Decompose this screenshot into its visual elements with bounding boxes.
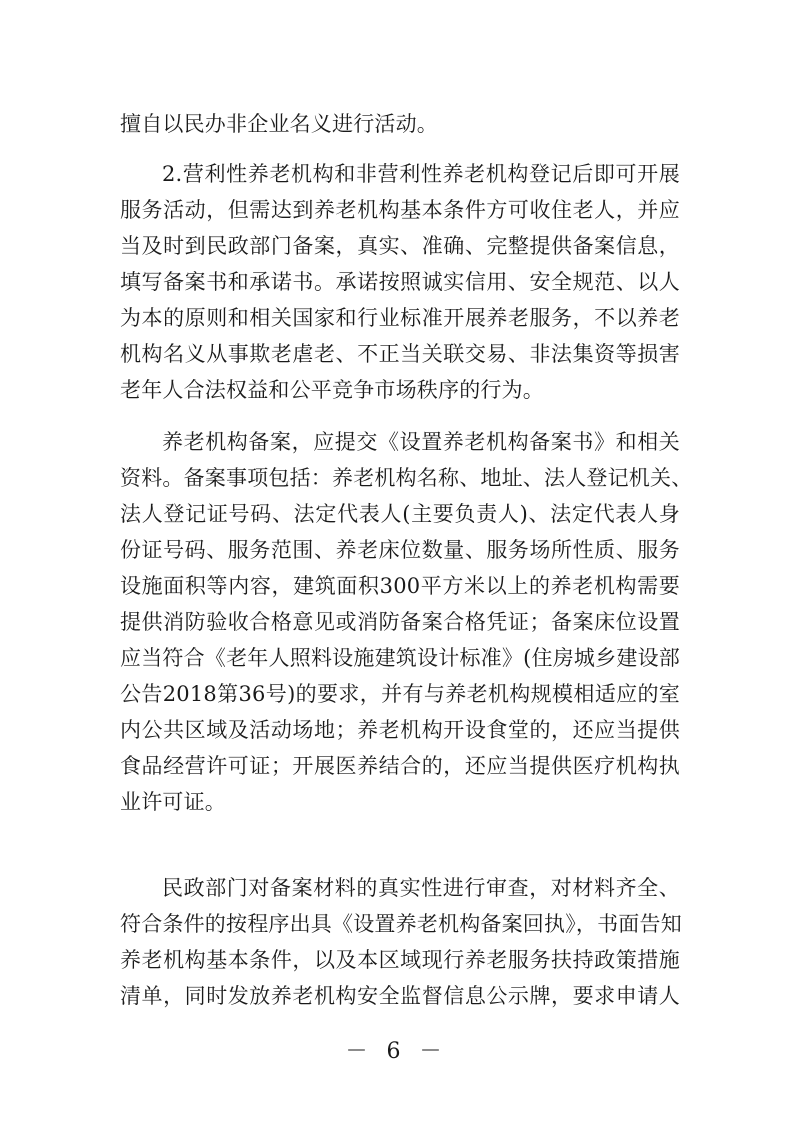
text-line: 老年人合法权益和公平竞争市场秩序的行为。	[120, 378, 544, 402]
text-line: 填写备案书和承诺书。承诺按照诚实信用、安全规范、以人	[120, 270, 680, 294]
text-line: 符合条件的按程序出具《设置养老机构备案回执》，书面告知	[120, 912, 682, 936]
text-line: 机构名义从事欺老虐老、不正当关联交易、非法集资等损害	[120, 342, 680, 366]
text-line: 应当符合《老年人照料设施建筑设计标准》(住房城乡建设部	[120, 646, 680, 670]
text-line: 内公共区域及活动场地；养老机构开设食堂的，还应当提供	[120, 718, 680, 742]
text-line: 养老机构基本条件，以及本区域现行养老服务扶持政策措施	[120, 948, 680, 972]
text-line: 业许可证。	[120, 790, 226, 814]
text-line: 服务活动，但需达到养老机构基本条件方可收住老人，并应	[120, 198, 680, 222]
text-line: 设施面积等内容，建筑面积300平方米以上的养老机构需要	[120, 574, 680, 598]
text-line: 资料。备案事项包括：养老机构名称、地址、法人登记机关、	[120, 466, 693, 490]
text-line: 为本的原则和相关国家和行业标准开展养老服务，不以养老	[120, 306, 680, 330]
text-line: 擅自以民办非企业名义进行活动。	[120, 112, 438, 136]
text-line: 食品经营许可证；开展医养结合的，还应当提供医疗机构执	[120, 754, 680, 778]
text-line: 法人登记证号码、法定代表人(主要负责人)、法定代表人身	[120, 502, 680, 526]
text-line: 2.营利性养老机构和非营利性养老机构登记后即可开展	[162, 162, 680, 186]
text-line: 份证号码、服务范围、养老床位数量、服务场所性质、服务	[120, 538, 680, 562]
text-line: 民政部门对备案材料的真实性进行审查，对材料齐全、	[162, 876, 680, 900]
text-line: 清单，同时发放养老机构安全监督信息公示牌，要求申请人	[120, 984, 680, 1008]
page-number: － 6 －	[345, 1039, 448, 1064]
text-line: 提供消防验收合格意见或消防备案合格凭证；备案床位设置	[120, 610, 680, 634]
text-line: 当及时到民政部门备案，真实、准确、完整提供备案信息，	[120, 234, 680, 258]
text-line: 养老机构备案，应提交《设置养老机构备案书》和相关	[162, 430, 680, 454]
text-line: 公告2018第36号)的要求，并有与养老机构规模相适应的室	[120, 682, 680, 706]
